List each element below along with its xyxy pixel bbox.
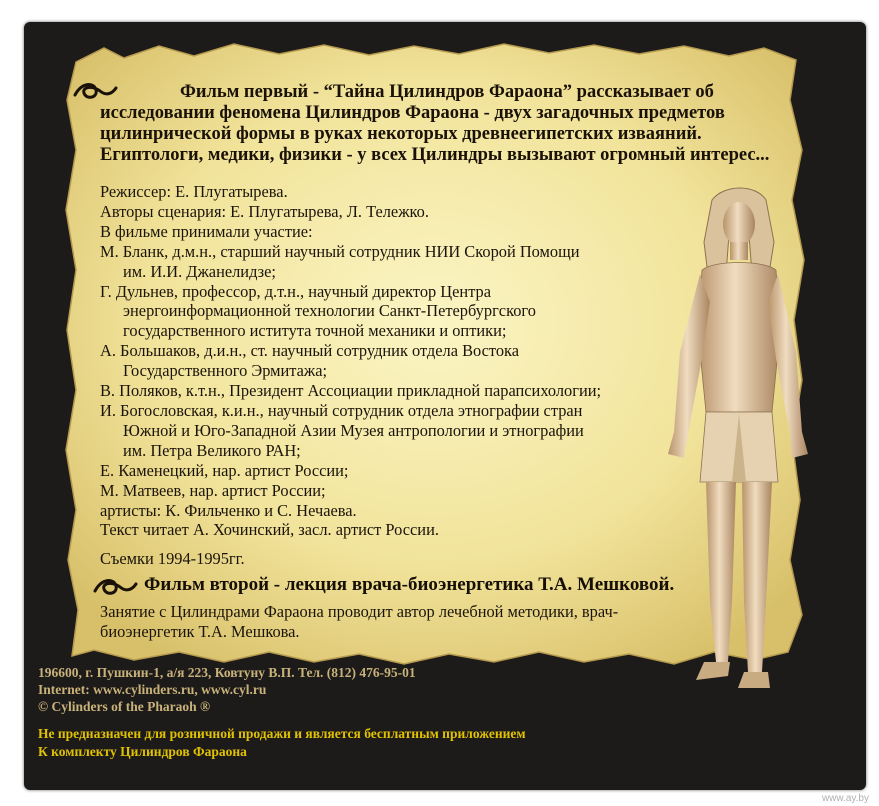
distribution-notice: [38, 725, 526, 760]
watermark: www.ay.by: [821, 793, 869, 804]
intro-line: исследовании феномена Цилиндров Фараона - двух загадочных предметов: [100, 103, 725, 123]
credit-line: И. Богословская, к.и.н., научный сотрудник отдела этнографии стран: [100, 400, 583, 420]
credit-line: энергоинформационной технологии Санкт-Петербургского: [123, 301, 536, 321]
credit-line: Государственного Эрмитажа;: [123, 361, 328, 381]
description-line: биоэнергетик Т.А. Мешкова.: [100, 621, 300, 641]
cd-cover: [24, 22, 866, 790]
intro-line: Фильм первый - “Тайна Цилиндров Фараона” рассказывает об: [180, 82, 714, 102]
film2-description: [100, 602, 720, 641]
credit-line: государственного иститута точной механики и оптики;: [123, 321, 507, 341]
credit-line: Режиссер: Е. Плугатырева.: [100, 182, 288, 201]
publisher-info: [38, 664, 416, 715]
credit-line: им. И.И. Джанелидзе;: [123, 261, 276, 281]
notice-line: К комплекту Цилиндров Фараона: [38, 743, 247, 759]
credit-line: В фильме принимали участие:: [100, 221, 313, 241]
credit-line: Авторы сценария: Е. Плугатырева, Л. Тележко.: [100, 201, 429, 221]
film1-intro: [100, 82, 790, 166]
filming-dates: Съемки 1994-1995гг.: [100, 549, 245, 568]
credit-line: Текст читает А. Хочинский, засл. артист России.: [100, 520, 439, 540]
credit-line: М. Бланк, д.м.н., старший научный сотрудник НИИ Скорой Помощи: [100, 241, 580, 261]
address: 196600, г. Пушкин-1, а/я 223, Ковтуну В.П. Тел. (812) 476-95-01: [38, 665, 416, 680]
credit-line: артисты: К. Фильченко и С. Нечаева.: [100, 500, 357, 520]
credit-line: А. Большаков, д.и.н., ст. научный сотрудник отдела Востока: [100, 341, 520, 361]
credit-line: Е. Каменецкий, нар. артист России;: [100, 460, 349, 480]
copyright: © Cylinders of the Pharaoh ®: [38, 699, 211, 714]
credit-line: им. Петра Великого РАН;: [123, 440, 301, 460]
description-line: Занятие с Цилиндрами Фараона проводит автор лечебной методики, врач-: [100, 602, 619, 621]
intro-line: Египтологи, медики, физики - у всех Цилиндры вызывают огромный интерес...: [100, 145, 770, 165]
credit-line: М. Матвеев, нар. артист России;: [100, 480, 326, 500]
pharaoh-statue-image: [644, 182, 824, 702]
film2-title: Фильм второй - лекция врача-биоэнергетика Т.А. Мешковой.: [144, 574, 675, 595]
credit-line: Г. Дульнев, профессор, д.т.н., научный директор Центра: [100, 281, 492, 301]
credit-line: В. Поляков, к.т.н., Президент Ассоциации прикладной парапсихологии;: [100, 381, 602, 401]
film1-credits: [100, 182, 720, 540]
credit-line: Южной и Юго-Западной Азии Музея антропологии и этнографии: [123, 420, 584, 440]
internet-links: Internet: www.cylinders.ru, www.cyl.ru: [38, 682, 267, 697]
intro-line: цилинрической формы в руках некоторых древнеегипетских изваяний.: [100, 124, 702, 144]
notice-line: Не предназначен для розничной продажи и является бесплатным приложением: [38, 726, 526, 741]
swirl-ornament-icon: [92, 576, 138, 598]
